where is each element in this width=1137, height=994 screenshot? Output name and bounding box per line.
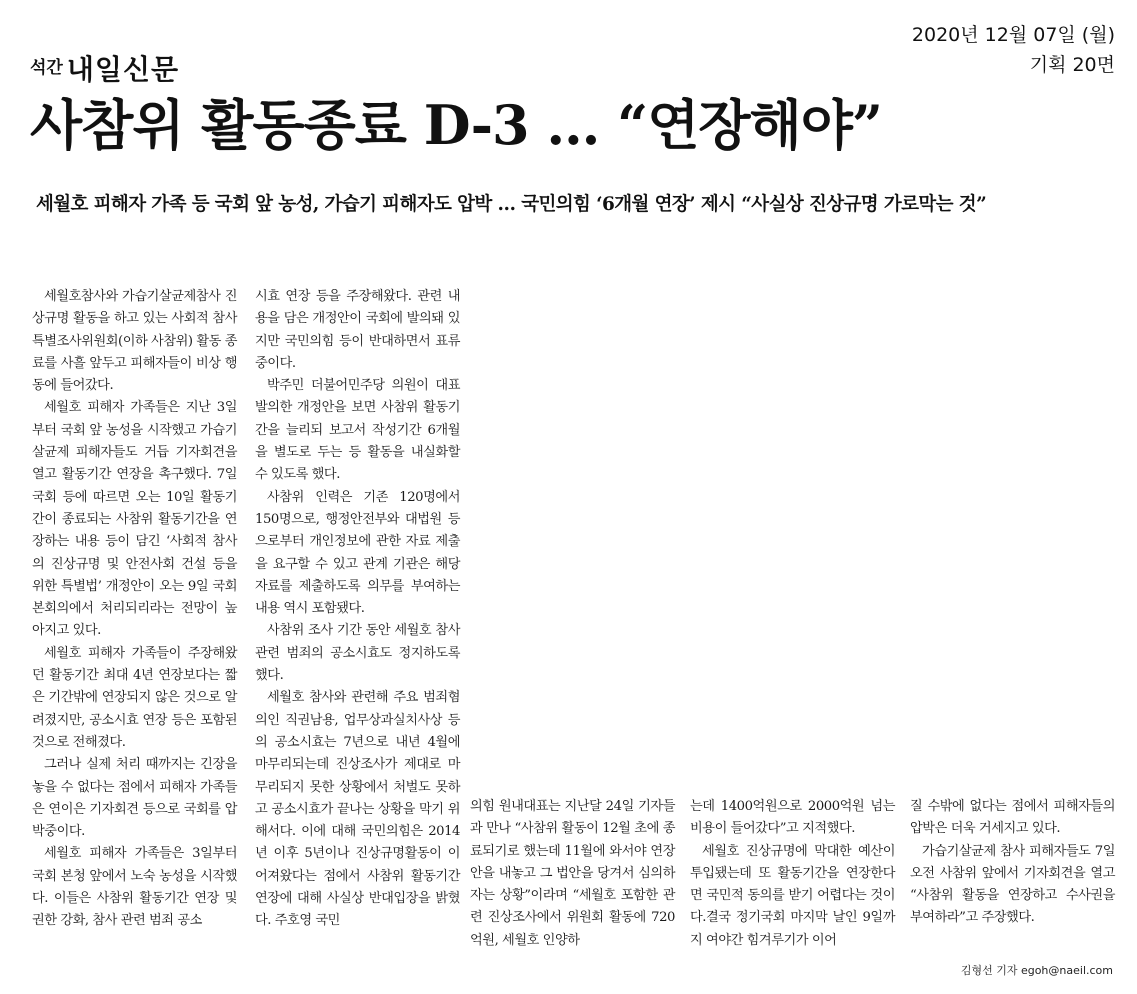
article-paragraph: 질 수밖에 없다는 점에서 피해자들의 압박은 더욱 거세지고 있다. xyxy=(910,799,1115,837)
article-paragraph: 는데 1400억원으로 2000억원 넘는 비용이 들어갔다”고 지적했다. xyxy=(690,799,895,837)
byline: 김형선 기자 egoh@naeil.com xyxy=(960,964,1113,977)
article-paragraph: 가습기살균제 참사 피해자들도 7일 오전 사참위 앞에서 기자회견을 열고 “사참위 활동을 연장하고 수사권을 부여하라”고 주장했다. xyxy=(910,843,1115,926)
headline: 사참위 활동종료 D-3 … “연장해야” xyxy=(30,93,882,157)
article-paragraph: 세월호 피해자 가족들이 주장해왔던 활동기간 최대 4년 연장보다는 짧은 기간밖에 연장되지 않은 것으로 알려졌지만, 공소시효 연장 등은 포함된 것으로 전해졌다. xyxy=(32,645,237,750)
article-column-1 xyxy=(32,286,237,933)
article-column-3 xyxy=(470,796,675,952)
article-paragraph: 세월호 피해자 가족들은 지난 3일부터 국회 앞 농성을 시작했고 가습기살균제 피해자들도 거듭 기자회견을 열고 활동기간 연장을 촉구했다. 7일 국회 등에 따르면 오는 10일 활동기간이 종료되는 사참위 활동기간을 연장하는 내용 등이 담긴 ‘사회적 참사의 진상규명 및 안전사회 건설 등을 위한 특별법’ 개정안이 오는 9일 국회 본회의에서 처리되리라는 전망이 높아지고 있다. xyxy=(32,400,237,639)
subheadline: 세월호 피해자 가족 등 국회 앞 농성, 가습기 피해자도 압박 … 국민의힘 ‘6개월 연장’ 제시 “사실상 진상규명 가로막는 것” xyxy=(36,194,987,215)
article-paragraph: 세월호 피해자 가족들은 3일부터 국회 본청 앞에서 노숙 농성을 시작했다. 이들은 사참위 활동기간 연장 및 권한 강화, 참사 관련 범죄 공소 xyxy=(32,846,237,929)
article-meta xyxy=(912,20,1115,80)
article-paragraph: 의힘 원내대표는 지난달 24일 기자들과 만나 “사참위 활동이 12월 초에 종료되기로 했는데 11월에 와서야 연장안을 내놓고 그 법안을 당겨서 심의하자는 상황”이라며 “세월호 포함한 관련 진상조사에서 위원회 활동에 720억원, 세월호 인양하 xyxy=(470,799,675,948)
article-paragraph: 세월호 진상규명에 막대한 예산이 투입됐는데 또 활동기간을 연장한다면 국민적 동의를 받기 어렵다는 것이다.결국 정기국회 마지막 날인 9일까지 여야간 힘겨루기가 이어 xyxy=(690,843,895,948)
article-paragraph: 시효 연장 등을 주장해왔다. 관련 내용을 담은 개정안이 국회에 발의돼 있지만 국민의힘 등이 반대하면서 표류중이다. xyxy=(255,289,460,371)
article-paragraph: 박주민 더불어민주당 의원이 대표발의한 개정안을 보면 사참위 활동기간을 늘리되 보고서 작성기간 6개월을 별도로 두는 등 활동을 내실화할 수 있도록 했다. xyxy=(255,378,460,483)
newspaper-logo xyxy=(30,48,179,88)
article-column-5 xyxy=(910,796,1115,930)
logo-edition-label: 석간 xyxy=(30,58,63,78)
page-section: 기획 20면 xyxy=(1029,54,1115,76)
article-paragraph: 세월호참사와 가습기살균제참사 진상규명 활동을 하고 있는 사회적 참사 특별조사위원회(이하 사참위) 활동 종료를 사흘 앞두고 피해자들이 비상 행동에 들어갔다. xyxy=(32,289,237,394)
article-paragraph: 사참위 인력은 기존 120명에서 150명으로, 행정안전부와 대법원 등으로부터 개인정보에 관한 자료 제출을 요구할 수 있고 관계 기관은 해당 자료를 제출하도록 의무를 부여하는 내용 역시 포함됐다. xyxy=(255,489,460,617)
article-paragraph: 사참위 조사 기간 동안 세월호 참사 관련 범죄의 공소시효도 정지하도록 했다. xyxy=(255,623,460,684)
logo-name: 내일신문 xyxy=(66,53,180,86)
article-column-4 xyxy=(690,796,895,952)
article-paragraph: 그러나 실제 처리 때까지는 긴장을 놓을 수 없다는 점에서 피해자 가족들은 연이은 기자회견 등으로 국회를 압박중이다. xyxy=(32,757,237,840)
article-paragraph: 세월호 참사와 관련해 주요 범죄혐의인 직권남용, 업무상과실치사상 등의 공소시효는 7년으로 내년 4월에 마무리되는데 진상조사가 제대로 마무리되지 못한 상황에서 처벌도 못하고 공소시효가 끝나는 상황을 막기 위해서다. 이에 대해 국민의힘은 2014년 이후 5년이나 진상규명활동이 이어져왔다는 점에서 사참위 활동기간 연장에 대해 사실상 반대입장을 밝혔다. 주호영 국민 xyxy=(255,690,460,929)
article-column-2 xyxy=(255,286,460,933)
publication-date: 2020년 12월 07일 (월) xyxy=(911,24,1115,46)
